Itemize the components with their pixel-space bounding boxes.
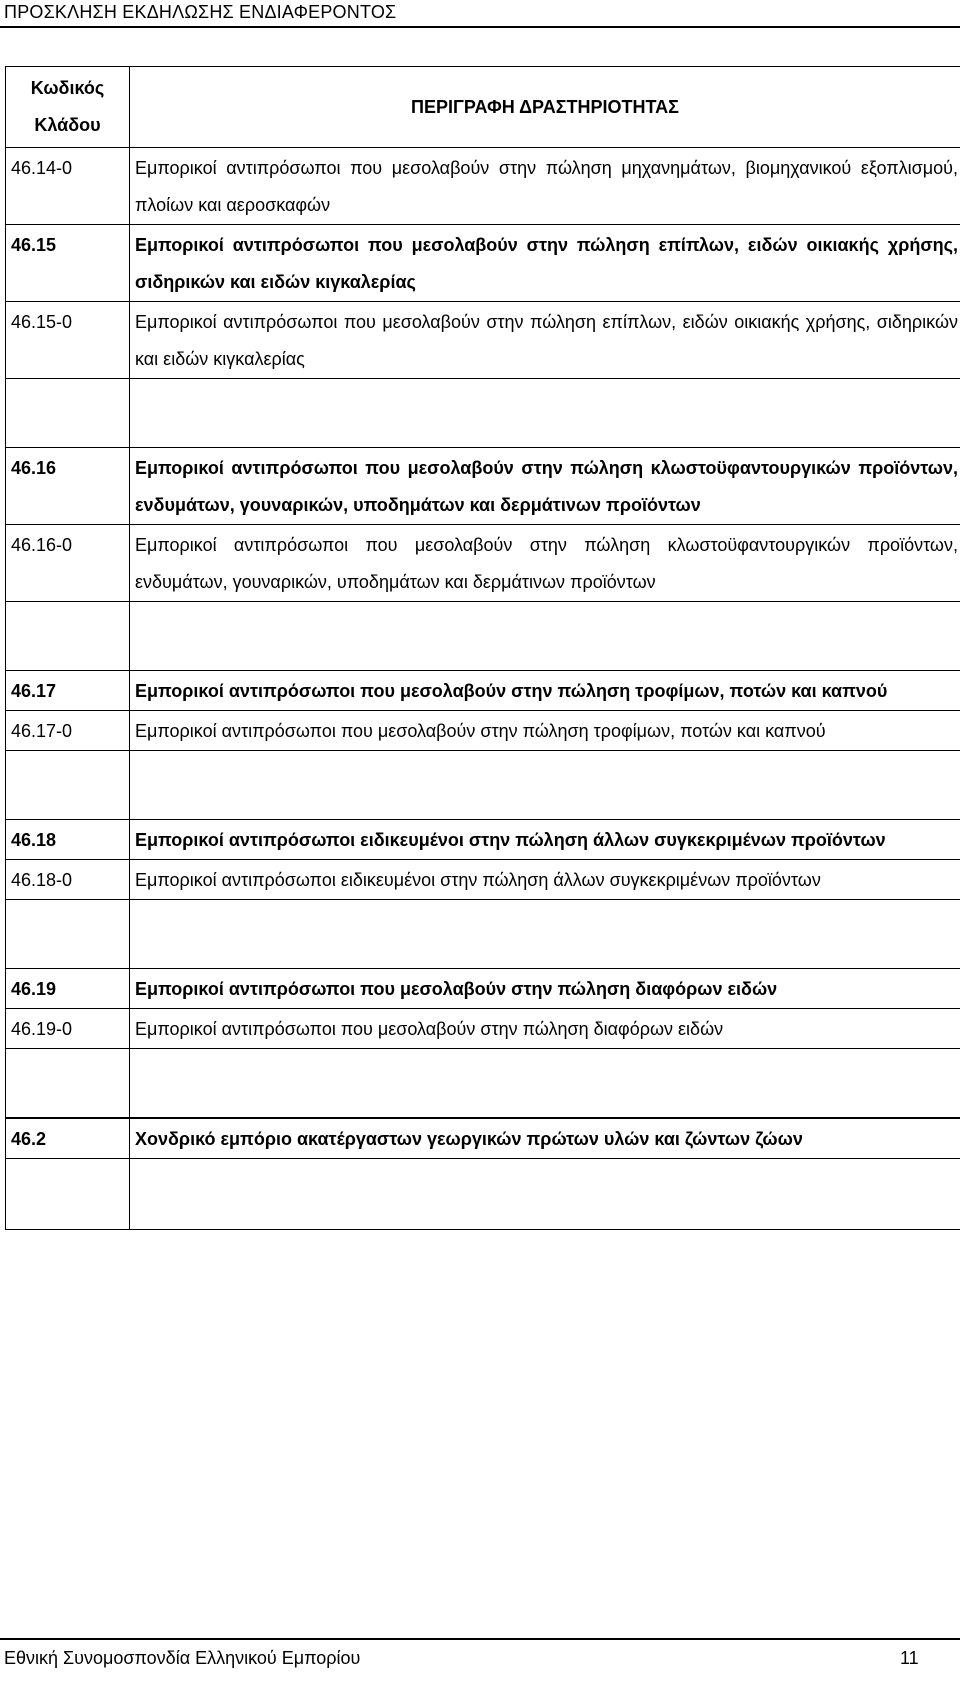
row-code: 46.17-0 bbox=[6, 711, 130, 751]
row-description: Εμπορικοί αντιπρόσωποι που μεσολαβούν στην πώληση τροφίμων, ποτών και καπνού bbox=[130, 671, 960, 711]
row-description: Εμπορικοί αντιπρόσωποι που μεσολαβούν στην πώληση τροφίμων, ποτών και καπνού bbox=[130, 711, 960, 751]
empty-row bbox=[6, 751, 960, 820]
row-description: Εμπορικοί αντιπρόσωποι που μεσολαβούν στην πώληση επίπλων, ειδών οικιακής χρήσης, σιδηρικών και ειδών κιγκαλερίας bbox=[130, 302, 960, 379]
row-code: 46.19-0 bbox=[6, 1009, 130, 1049]
row-code: 46.19 bbox=[6, 969, 130, 1009]
row-description: Εμπορικοί αντιπρόσωποι ειδικευμένοι στην πώληση άλλων συγκεκριμένων προϊόντων bbox=[130, 860, 960, 900]
empty-row bbox=[6, 900, 960, 969]
empty-row bbox=[6, 602, 960, 671]
row-description: Εμπορικοί αντιπρόσωποι που μεσολαβούν στην πώληση κλωστοϋφαντουργικών προϊόντων, ενδυμάτων, γουναρικών, υποδημάτων και δερμάτινων προϊόντων bbox=[130, 525, 960, 602]
page-header bbox=[0, 0, 960, 28]
activity-codes-table bbox=[5, 66, 960, 1230]
row-description: Εμπορικοί αντιπρόσωποι που μεσολαβούν στην πώληση διαφόρων ειδών bbox=[130, 969, 960, 1009]
footer-rule bbox=[0, 1638, 960, 1642]
row-code: 46.2 bbox=[6, 1118, 130, 1159]
empty-row bbox=[6, 379, 960, 448]
row-code: 46.14-0 bbox=[6, 148, 130, 225]
row-description: Εμπορικοί αντιπρόσωποι ειδικευμένοι στην πώληση άλλων συγκεκριμένων προϊόντων bbox=[130, 820, 960, 860]
row-code: 46.16 bbox=[6, 448, 130, 525]
table-row-group bbox=[6, 671, 960, 711]
table-row bbox=[6, 302, 960, 379]
row-description: Εμπορικοί αντιπρόσωποι που μεσολαβούν στην πώληση διαφόρων ειδών bbox=[130, 1009, 960, 1049]
row-code: 46.15 bbox=[6, 225, 130, 302]
row-description: Χονδρικό εμπόριο ακατέργαστων γεωργικών πρώτων υλών και ζώντων ζώων bbox=[130, 1118, 960, 1159]
table-row-group bbox=[6, 225, 960, 302]
empty-row bbox=[6, 1049, 960, 1119]
row-code: 46.18-0 bbox=[6, 860, 130, 900]
table-row bbox=[6, 525, 960, 602]
table-header-row bbox=[6, 67, 960, 148]
row-code: 46.18 bbox=[6, 820, 130, 860]
page-number: 11 bbox=[900, 1648, 919, 1668]
table-row-group bbox=[6, 448, 960, 525]
row-code: 46.15-0 bbox=[6, 302, 130, 379]
table-row bbox=[6, 148, 960, 225]
table-row bbox=[6, 711, 960, 751]
table-row-group bbox=[6, 969, 960, 1009]
footer-organization: Εθνική Συνομοσπονδία Ελληνικού Εμπορίου bbox=[4, 1648, 361, 1668]
row-description: Εμπορικοί αντιπρόσωποι που μεσολαβούν στην πώληση κλωστοϋφαντουργικών προϊόντων, ενδυμάτων, γουναρικών, υποδημάτων και δερμάτινων προϊόντων bbox=[130, 448, 960, 525]
table-row-group bbox=[6, 820, 960, 860]
table-row bbox=[6, 860, 960, 900]
column-header-description: ΠΕΡΙΓΡΑΦΗ ΔΡΑΣΤΗΡΙΟΤΗΤΑΣ bbox=[130, 67, 960, 148]
table-row-group bbox=[6, 1118, 960, 1159]
row-code: 46.17 bbox=[6, 671, 130, 711]
row-description: Εμπορικοί αντιπρόσωποι που μεσολαβούν στην πώληση επίπλων, ειδών οικιακής χρήσης, σιδηρικών και ειδών κιγκαλερίας bbox=[130, 225, 960, 302]
document-title: ΠΡΟΣΚΛΗΣΗ ΕΚΔΗΛΩΣΗΣ ΕΝΔΙΑΦΕΡΟΝΤΟΣ bbox=[4, 2, 397, 22]
row-code: 46.16-0 bbox=[6, 525, 130, 602]
empty-row bbox=[6, 1159, 960, 1230]
table-row bbox=[6, 1009, 960, 1049]
column-header-code: Κωδικός Κλάδου bbox=[6, 67, 130, 148]
row-description: Εμπορικοί αντιπρόσωποι που μεσολαβούν στην πώληση μηχανημάτων, βιομηχανικού εξοπλισμού, πλοίων και αεροσκαφών bbox=[130, 148, 960, 225]
